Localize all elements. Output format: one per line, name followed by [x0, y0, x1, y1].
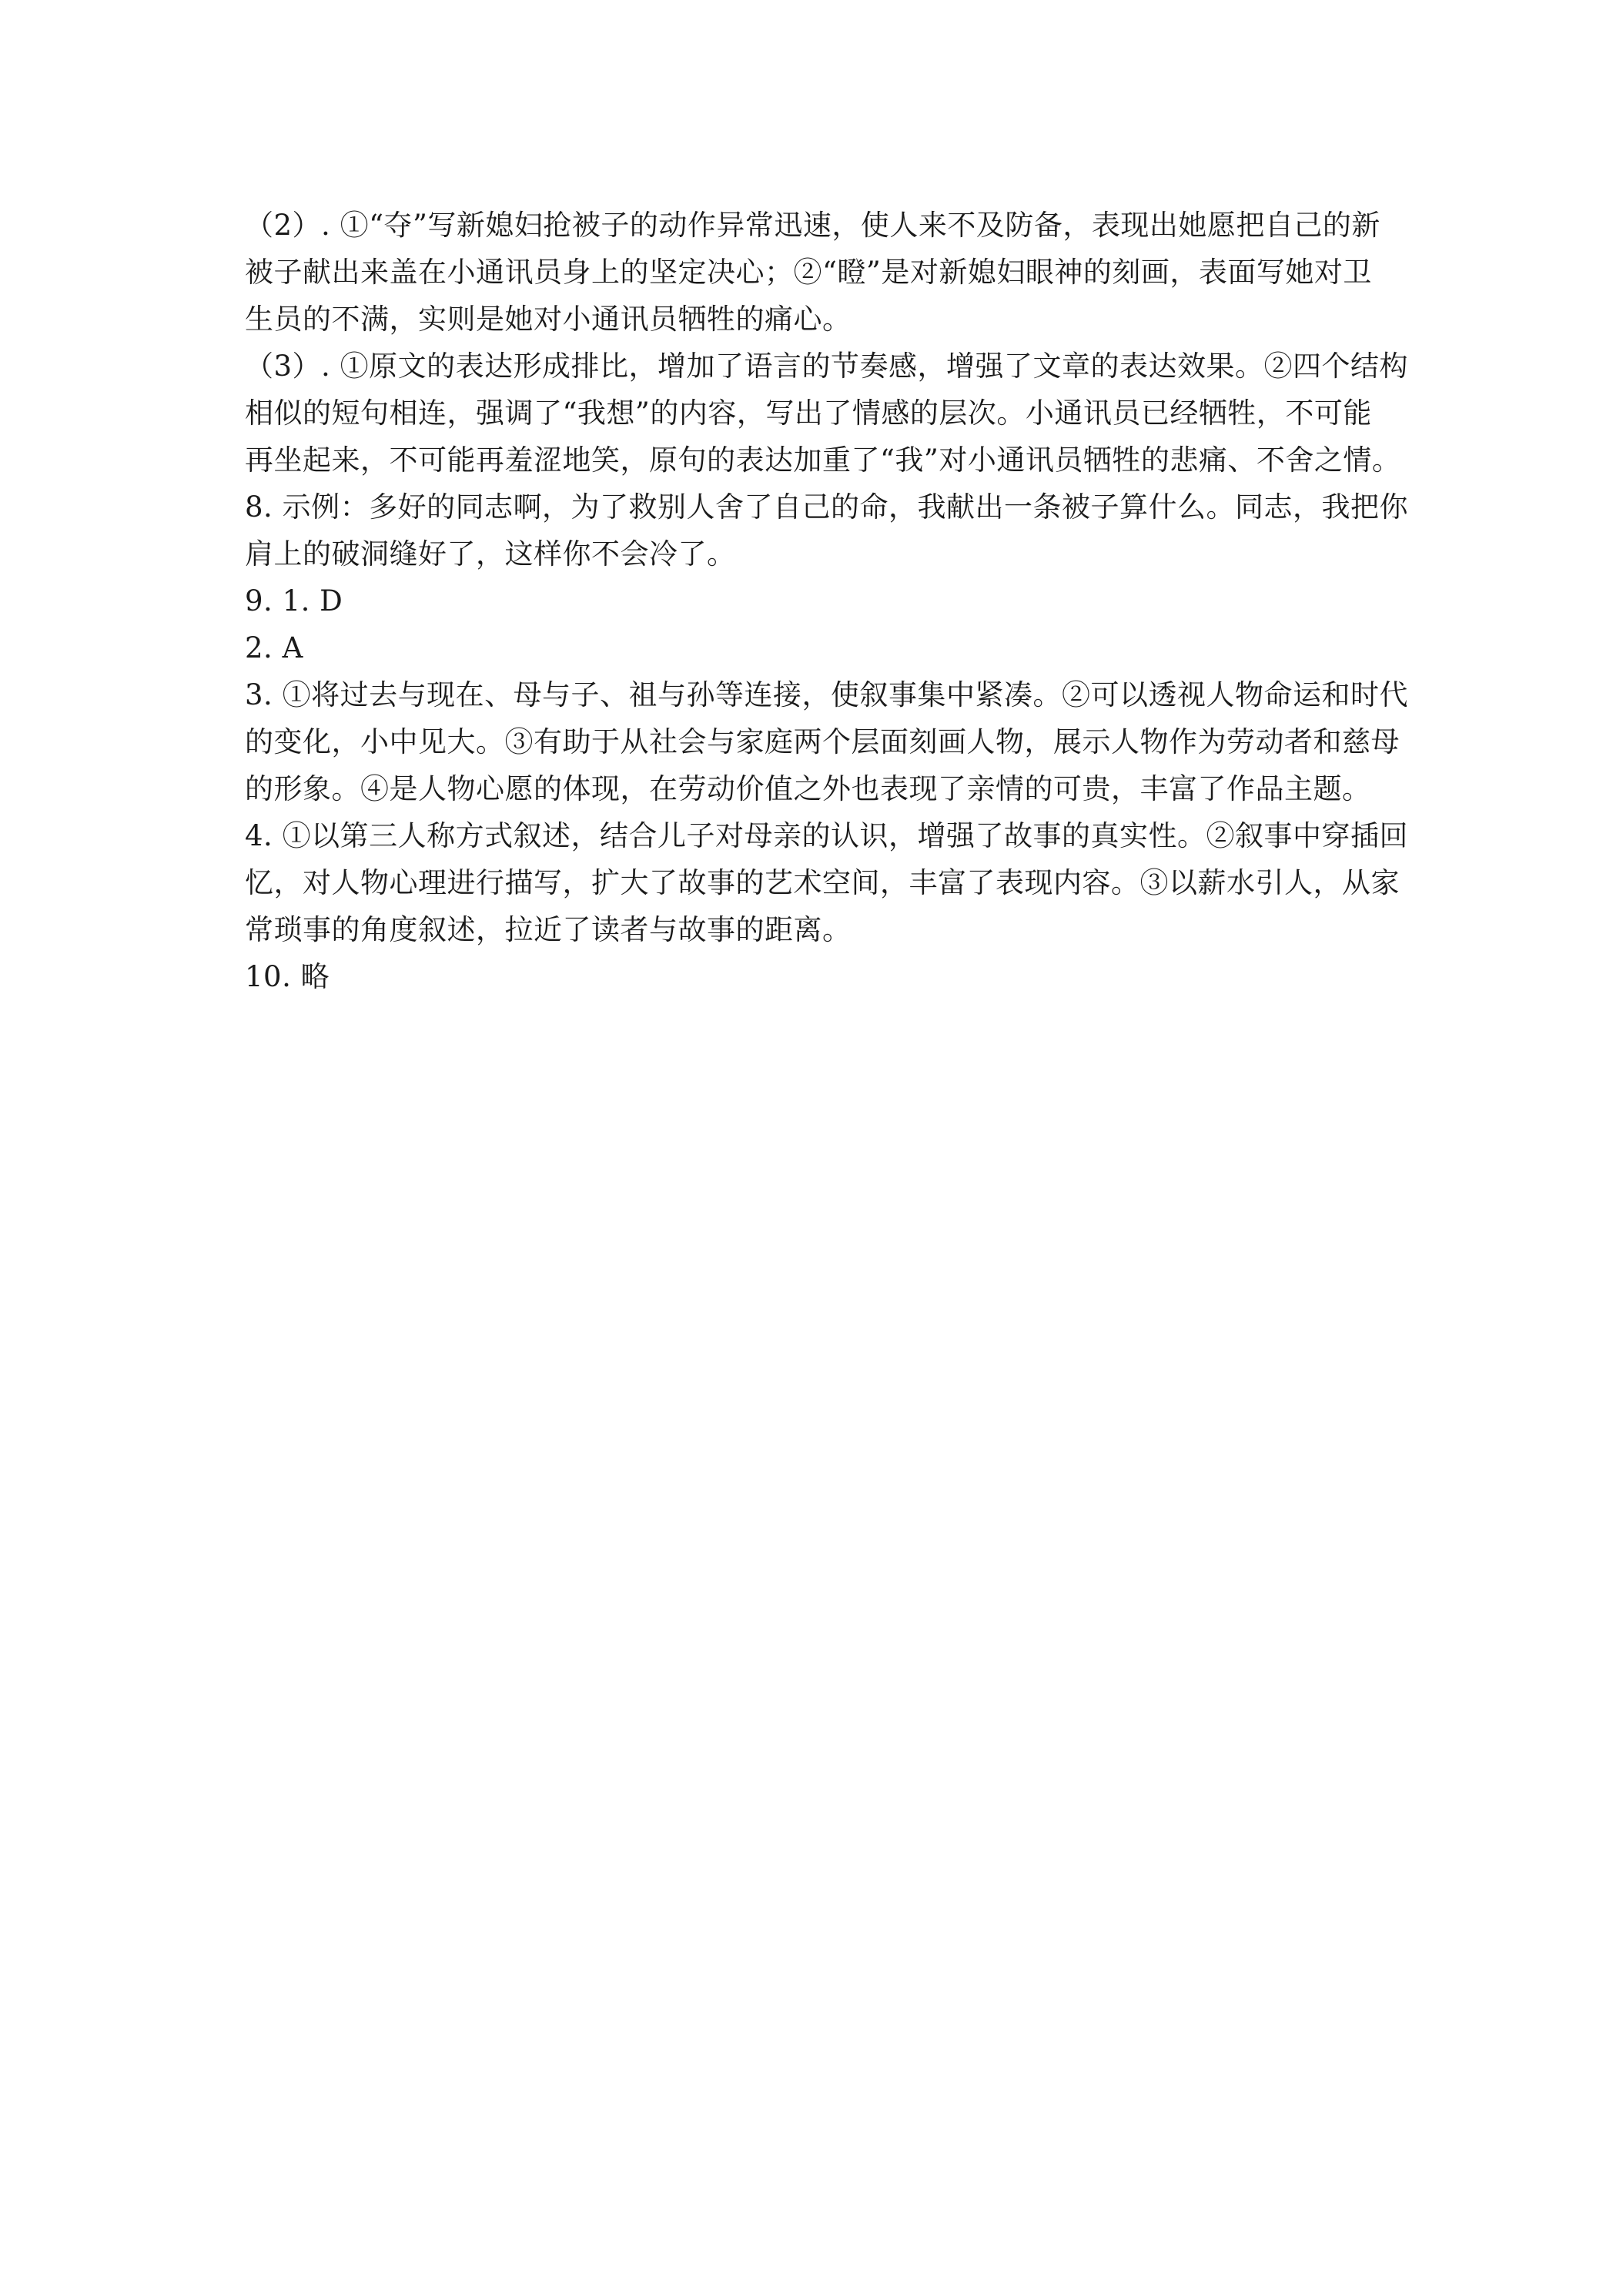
answer-q9-4 — [245, 812, 1409, 953]
answer-q8 — [245, 484, 1409, 577]
text-line: 2. A — [245, 631, 303, 664]
text-line: 10. 略 — [245, 960, 330, 993]
text-line: 的变化，小中见大。③有助于从社会与家庭两个层面刻画人物，展示人物作为劳动者和慈母 — [245, 725, 1400, 758]
text-line: 9. 1. D — [245, 584, 343, 618]
text-line: 的形象。④是人物心愿的体现，在劳动价值之外也表现了亲情的可贵，丰富了作品主题。 — [245, 772, 1371, 805]
text-line: 8. 示例：多好的同志啊，为了救别人舍了自己的命，我献出一条被子算什么。同志，我把你 — [245, 490, 1409, 524]
text-line: 被子献出来盖在小通讯员身上的坚定决心；②“瞪”是对新媳妇眼神的刻画，表面写她对卫 — [245, 256, 1372, 289]
answer-q9-3 — [245, 671, 1409, 812]
text-line: 4. ①以第三人称方式叙述，结合儿子对母亲的认识，增强了故事的真实性。②叙事中穿插回 — [245, 819, 1409, 852]
answer-document — [245, 202, 1409, 1000]
text-line: 忆，对人物心理进行描写，扩大了故事的艺术空间，丰富了表现内容。③以薪水引人，从家 — [245, 866, 1400, 899]
answer-q10 — [245, 953, 1383, 1000]
answer-q9-2 — [245, 624, 1383, 671]
text-line: 肩上的破洞缝好了，这样你不会冷了。 — [245, 537, 736, 571]
answer-q9-1 — [245, 577, 1383, 624]
text-line: （3）. ①原文的表达形成排比，增加了语言的节奏感，增强了文章的表达效果。②四个结构 — [245, 350, 1409, 383]
answer-q2 — [245, 202, 1383, 343]
text-line: 生员的不满，实则是她对小通讯员牺牲的痛心。 — [245, 303, 852, 336]
answer-q3 — [245, 343, 1409, 484]
text-line: 再坐起来，不可能再羞涩地笑，原句的表达加重了“我”对小通讯员牺牲的悲痛、不舍之情。 — [245, 443, 1401, 477]
text-line: （2）. ①“夺”写新媳妇抢被子的动作异常迅速，使人来不及防备，表现出她愿把自己的新 — [245, 209, 1380, 242]
text-line: 相似的短句相连，强调了“我想”的内容，写出了情感的层次。小通讯员已经牺牲，不可能 — [245, 397, 1372, 430]
text-line: 常琐事的角度叙述，拉近了读者与故事的距离。 — [245, 913, 852, 946]
text-line: 3. ①将过去与现在、母与子、祖与孙等连接，使叙事集中紧凑。②可以透视人物命运和时代 — [245, 678, 1409, 711]
